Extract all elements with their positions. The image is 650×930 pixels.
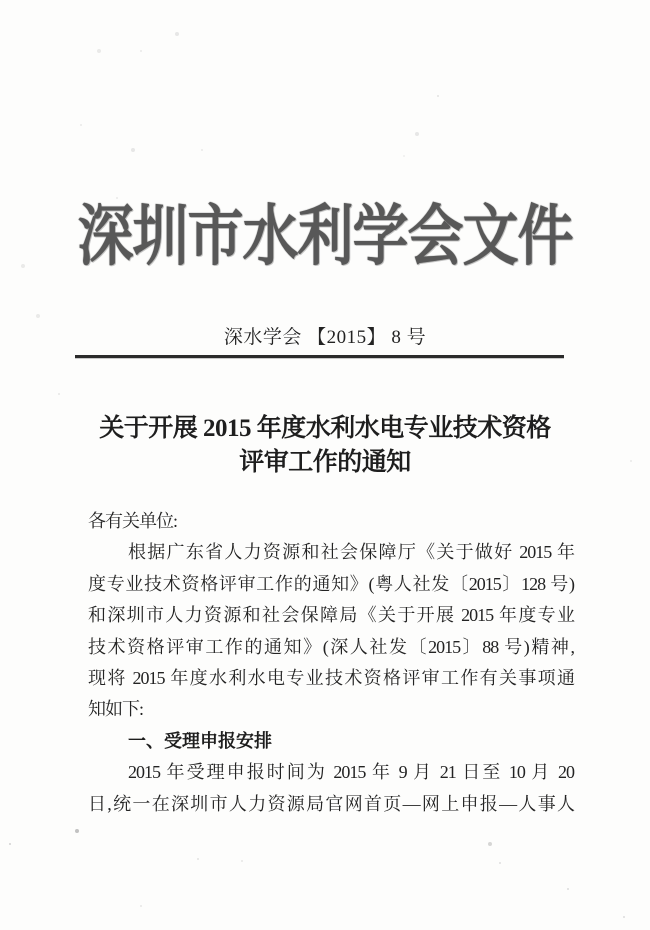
doc-number: 深水学会 【2015】 8 号 xyxy=(223,327,427,348)
salutation: 各有关单位: xyxy=(88,511,178,531)
section-line: 2015 年受理申报时间为 2015 年 9 月 21 日至 10 月 20 xyxy=(128,762,574,783)
notice-title-line-1: 关于开展 2015 年度水利水电专业技术资格 xyxy=(99,415,551,442)
scan-speckles xyxy=(0,0,2,2)
intro-line: 和深圳市人力资源和社会保障局《关于开展 2015 年度专业 xyxy=(88,605,574,626)
section-line: 日,统一在深圳市人力资源局官网首页—网上申报—人事人 xyxy=(88,793,574,814)
letterhead-title: 深圳市水利学会文件 xyxy=(77,200,573,274)
notice-title-line-2: 评审工作的通知 xyxy=(239,449,411,476)
notice-body xyxy=(88,506,574,820)
letterhead-divider xyxy=(75,355,564,358)
notice-title xyxy=(82,412,568,480)
section-heading: 一、受理申报安排 xyxy=(128,730,272,751)
intro-line: 技术资格评审工作的通知》(深人社发〔2015〕88 号)精神, xyxy=(88,636,574,657)
intro-line: 根据广东省人力资源和社会保障厅《关于做好 2015 年 xyxy=(128,542,574,563)
intro-line: 知如下: xyxy=(88,699,144,720)
intro-line: 度专业技术资格评审工作的通知》(粤人社发〔2015〕128 号) xyxy=(88,573,574,594)
intro-line: 现将 2015 年度水利水电专业技术资格评审工作有关事项通 xyxy=(88,668,574,689)
